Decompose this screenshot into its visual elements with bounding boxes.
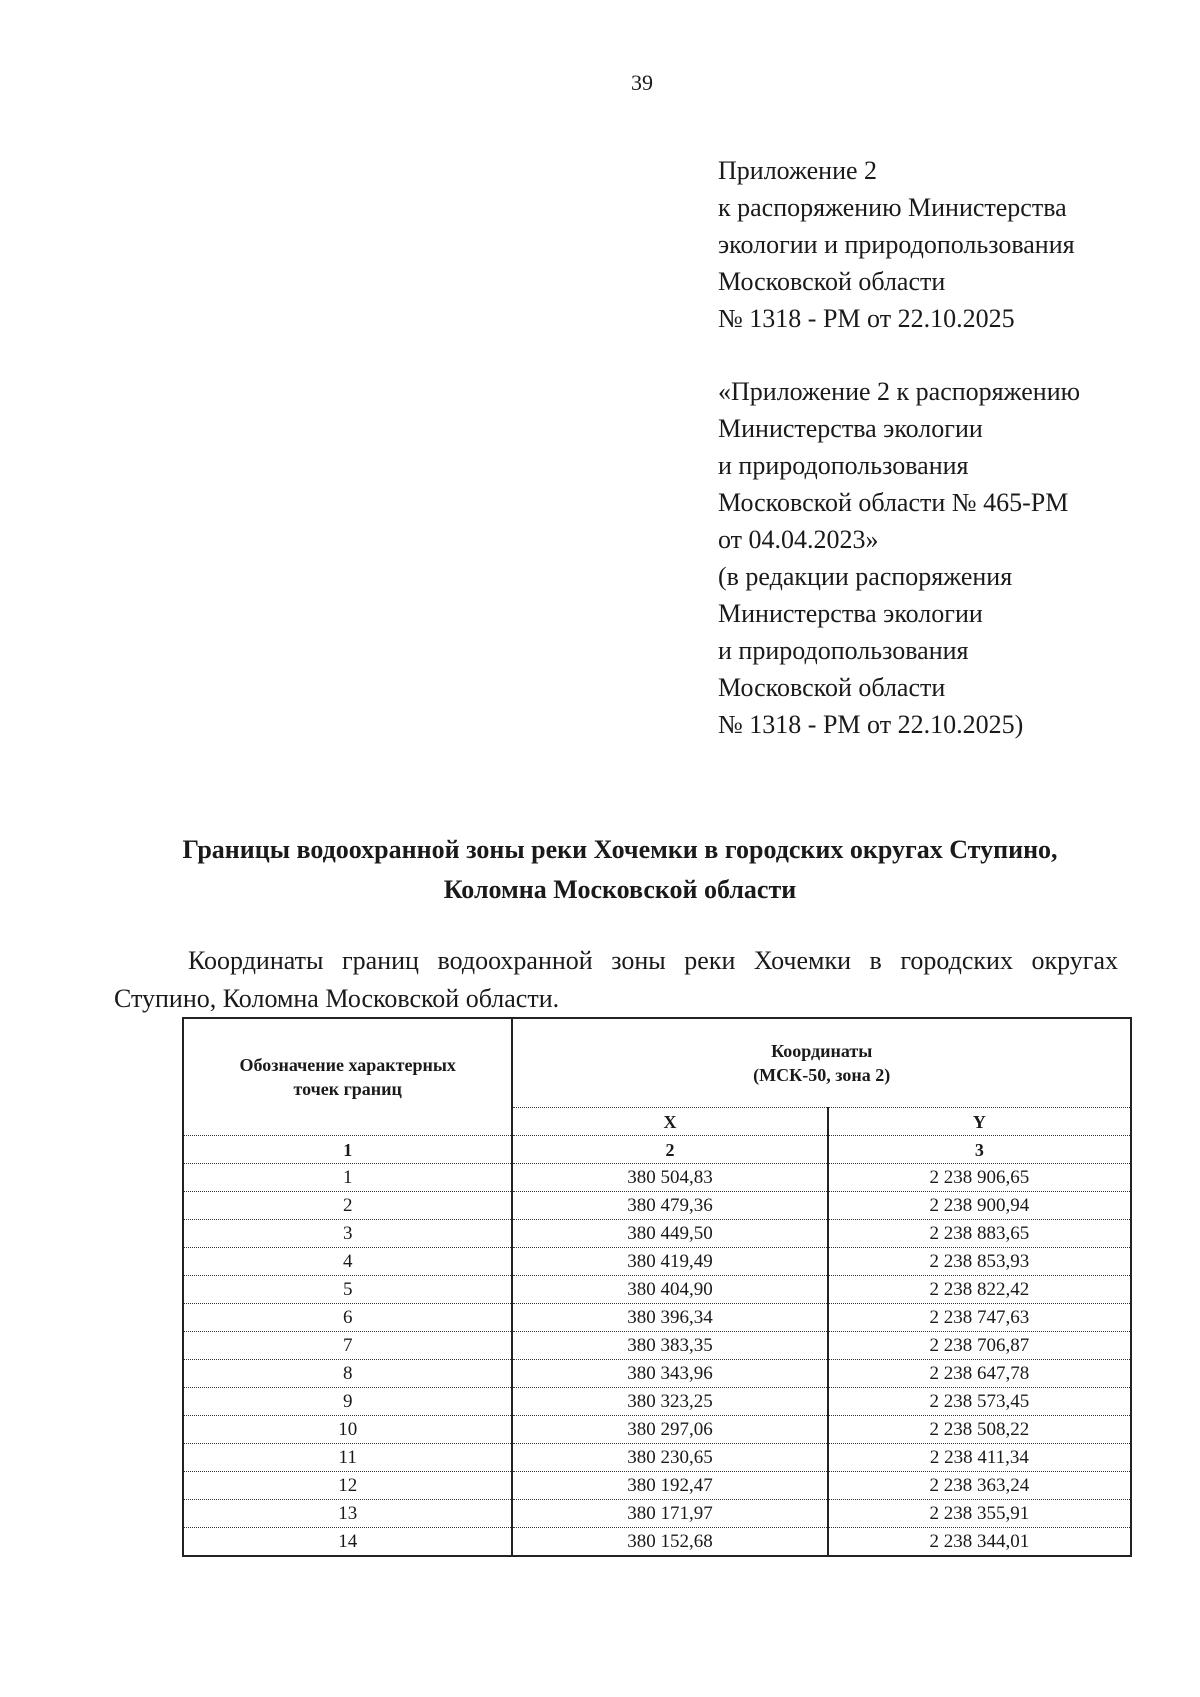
table-row	[183, 1304, 1131, 1332]
header-x: X	[512, 1108, 827, 1136]
table-row	[183, 1360, 1131, 1388]
table-row	[183, 1528, 1131, 1557]
appendix-line: Министерства экологии	[718, 599, 983, 628]
point-number-cell: 2	[183, 1192, 512, 1220]
x-coordinate-cell: 380 396,34	[512, 1304, 827, 1332]
y-coordinate-cell: 2 238 411,34	[828, 1444, 1131, 1472]
point-number-cell: 8	[183, 1360, 512, 1388]
title-line-1: Границы водоохранной зоны реки Хочемки в городских округах Ступино,	[182, 835, 1058, 864]
x-coordinate-cell: 380 419,49	[512, 1248, 827, 1276]
appendix-block	[718, 152, 1178, 743]
table-row	[183, 1276, 1131, 1304]
y-coordinate-cell: 2 238 853,93	[828, 1248, 1131, 1276]
y-coordinate-cell: 2 238 508,22	[828, 1416, 1131, 1444]
table-body	[183, 1164, 1131, 1557]
y-coordinate-cell: 2 238 822,42	[828, 1276, 1131, 1304]
y-coordinate-cell: 2 238 706,87	[828, 1332, 1131, 1360]
table-row	[183, 1164, 1131, 1192]
header-coordinates-line2: (МСК-50, зона 2)	[753, 1065, 891, 1085]
point-number-cell: 7	[183, 1332, 512, 1360]
header-points-line2: точек границ	[293, 1079, 402, 1099]
page-number: 39	[631, 70, 653, 95]
appendix-line: Московской области	[718, 673, 946, 702]
appendix-line: Министерства экологии	[718, 414, 983, 443]
point-number-cell: 10	[183, 1416, 512, 1444]
table-row	[183, 1332, 1131, 1360]
point-number-cell: 4	[183, 1248, 512, 1276]
appendix-line: к распоряжению Министерства	[718, 193, 1067, 222]
appendix-line: Приложение 2	[718, 156, 878, 185]
appendix-line: экологии и природопользования	[718, 230, 1075, 259]
column-number: 3	[828, 1136, 1131, 1164]
table-row	[183, 1220, 1131, 1248]
coordinates-table	[182, 1017, 1132, 1557]
y-coordinate-cell: 2 238 573,45	[828, 1388, 1131, 1416]
appendix-line: Московской области № 465-РМ	[718, 488, 1069, 517]
x-coordinate-cell: 380 404,90	[512, 1276, 827, 1304]
appendix-line: от 04.04.2023»	[718, 525, 879, 554]
point-number-cell: 6	[183, 1304, 512, 1332]
x-coordinate-cell: 380 171,97	[512, 1500, 827, 1528]
appendix-line: и природопользования	[718, 451, 969, 480]
point-number-cell: 12	[183, 1472, 512, 1500]
point-number-cell: 3	[183, 1220, 512, 1248]
appendix-line: № 1318 - РМ от 22.10.2025	[718, 304, 1015, 333]
point-number-cell: 11	[183, 1444, 512, 1472]
x-coordinate-cell: 380 152,68	[512, 1528, 827, 1557]
y-coordinate-cell: 2 238 883,65	[828, 1220, 1131, 1248]
x-coordinate-cell: 380 297,06	[512, 1416, 827, 1444]
x-coordinate-cell: 380 383,35	[512, 1332, 827, 1360]
appendix-line: (в редакции распоряжения	[718, 562, 1013, 591]
intro-paragraph: Координаты границ водоохранной зоны реки Хочемки в городских округах Ступино, Коломна Московской области.	[114, 946, 1118, 1013]
x-coordinate-cell: 380 230,65	[512, 1444, 827, 1472]
y-coordinate-cell: 2 238 906,65	[828, 1164, 1131, 1192]
appendix-line: «Приложение 2 к распоряжению	[718, 377, 1081, 406]
appendix-line: № 1318 - РМ от 22.10.2025)	[718, 710, 1024, 739]
x-coordinate-cell: 380 343,96	[512, 1360, 827, 1388]
y-coordinate-cell: 2 238 900,94	[828, 1192, 1131, 1220]
y-coordinate-cell: 2 238 747,63	[828, 1304, 1131, 1332]
header-coordinates-line1: Координаты	[771, 1041, 873, 1061]
header-y: Y	[828, 1108, 1131, 1136]
y-coordinate-cell: 2 238 363,24	[828, 1472, 1131, 1500]
column-number: 2	[512, 1136, 827, 1164]
point-number-cell: 5	[183, 1276, 512, 1304]
x-coordinate-cell: 380 479,36	[512, 1192, 827, 1220]
table-row	[183, 1444, 1131, 1472]
point-number-cell: 9	[183, 1388, 512, 1416]
point-number-cell: 14	[183, 1528, 512, 1557]
header-points	[183, 1018, 512, 1136]
table-row	[183, 1248, 1131, 1276]
table-row	[183, 1192, 1131, 1220]
x-coordinate-cell: 380 192,47	[512, 1472, 827, 1500]
table-row	[183, 1500, 1131, 1528]
x-coordinate-cell: 380 449,50	[512, 1220, 827, 1248]
appendix-spacer	[718, 337, 1178, 373]
y-coordinate-cell: 2 238 344,01	[828, 1528, 1131, 1557]
x-coordinate-cell: 380 323,25	[512, 1388, 827, 1416]
appendix-line: Московской области	[718, 267, 946, 296]
point-number-cell: 1	[183, 1164, 512, 1192]
y-coordinate-cell: 2 238 647,78	[828, 1360, 1131, 1388]
header-points-line1: Обозначение характерных	[239, 1055, 456, 1075]
table-row	[183, 1416, 1131, 1444]
document-title	[100, 830, 1140, 910]
appendix-line: и природопользования	[718, 636, 969, 665]
y-coordinate-cell: 2 238 355,91	[828, 1500, 1131, 1528]
column-number: 1	[183, 1136, 512, 1164]
x-coordinate-cell: 380 504,83	[512, 1164, 827, 1192]
header-coordinates	[512, 1018, 1131, 1108]
point-number-cell: 13	[183, 1500, 512, 1528]
table-row	[183, 1388, 1131, 1416]
table-row	[183, 1472, 1131, 1500]
title-line-2: Коломна Московской области	[443, 875, 797, 904]
